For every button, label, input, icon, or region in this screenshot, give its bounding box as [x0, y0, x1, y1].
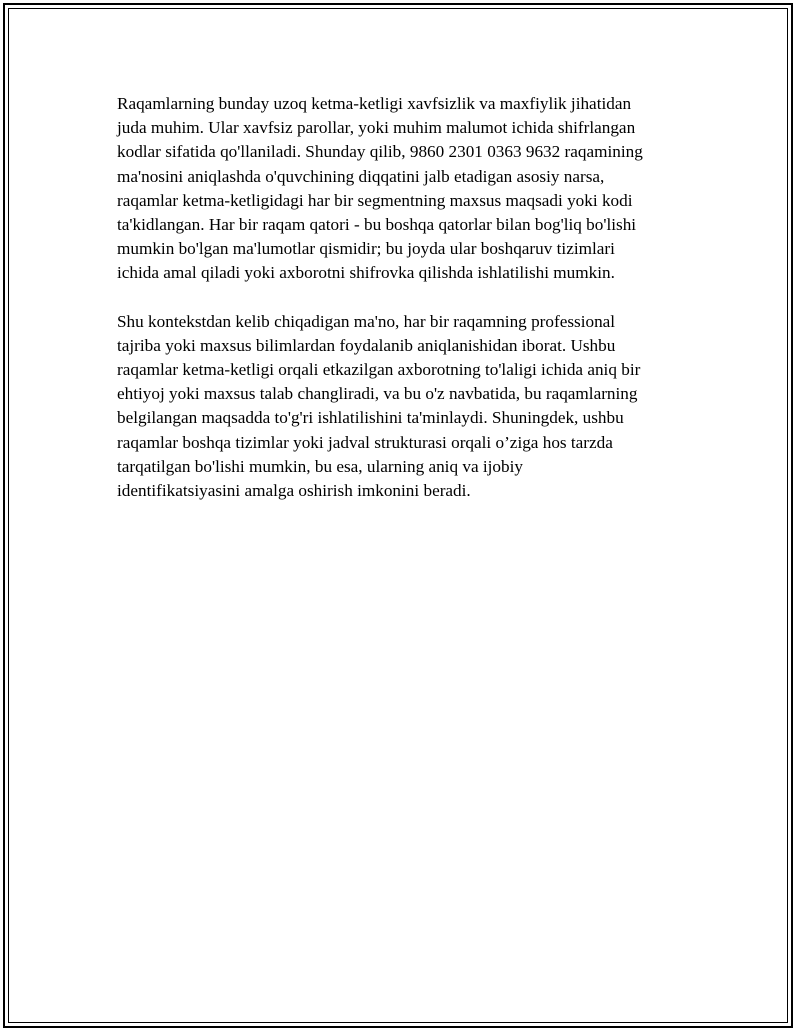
text-line: tajriba yoki maxsus bilimlardan foydalanib aniqlanishidan iborat. Ushbu: [117, 335, 616, 355]
text-line: ichida amal qiladi yoki axborotni shifrovka qilishda ishlatilishi mumkin.: [117, 263, 615, 283]
text-line: mumkin bo'lgan ma'lumotlar qismidir; bu joyda ular boshqaruv tizimlari: [117, 239, 615, 259]
text-line: juda muhim. Ular xavfsiz parollar, yoki muhim malumot ichida shifrlangan: [117, 118, 636, 138]
text-line: ta'kidlangan. Har bir raqam qatori - bu boshqa qatorlar bilan bog'liq bo'lishi: [117, 215, 637, 235]
text-line: ehtiyoj yoki maxsus talab changliradi, va bu o'z navbatida, bu raqamlarning: [117, 384, 638, 404]
paragraph-2: [117, 310, 677, 504]
text-line: tarqatilgan bo'lishi mumkin, bu esa, ularning aniq va ijobiy: [117, 456, 523, 476]
paragraph-1: [117, 92, 677, 286]
text-line: ma'nosini aniqlashda o'quvchining diqqatini jalb etadigan asosiy narsa,: [117, 166, 605, 186]
text-line: kodlar sifatida qo'llaniladi. Shunday qilib, 9860 2301 0363 9632 raqamining: [117, 142, 643, 162]
text-line: Shu kontekstdan kelib chiqadigan ma'no, har bir raqamning professional: [117, 311, 616, 331]
text-line: identifikatsiyasini amalga oshirish imkonini beradi.: [117, 481, 471, 501]
text-line: raqamlar ketma-ketligidagi har bir segmentning maxsus maqsadi yoki kodi: [117, 190, 633, 210]
text-line: Raqamlarning bunday uzoq ketma-ketligi xavfsizlik va maxfiylik jihatidan: [117, 94, 632, 113]
text-line: raqamlar ketma-ketligi orqali etkazilgan axborotning to'laligi ichida aniq bir: [117, 360, 641, 380]
document-body: [117, 92, 677, 527]
text-line: belgilangan maqsadda to'g'ri ishlatilishini ta'minlaydi. Shuningdek, ushbu: [117, 408, 624, 428]
text-line: raqamlar boshqa tizimlar yoki jadval strukturasi orqali o’ziga hos tarzda: [117, 432, 613, 452]
